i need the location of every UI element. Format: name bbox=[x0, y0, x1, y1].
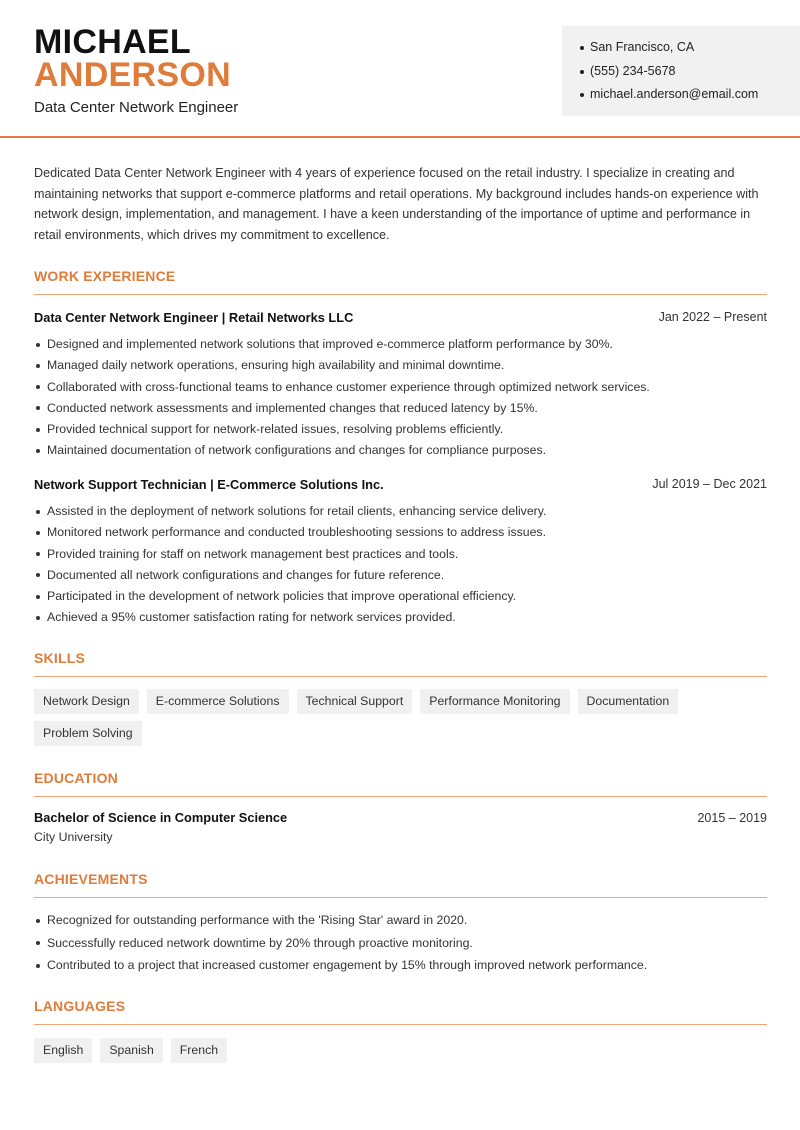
list-item: Assisted in the deployment of network solutions for retail clients, enhancing service delivery. bbox=[34, 503, 767, 524]
job-entry-2 bbox=[34, 477, 767, 631]
job-dates-1: Jan 2022 – Present bbox=[658, 310, 767, 324]
skill-tag: Technical Support bbox=[297, 689, 413, 714]
contact-list bbox=[580, 39, 758, 110]
work-experience-divider bbox=[34, 294, 767, 295]
language-tag: Spanish bbox=[100, 1038, 162, 1063]
languages-divider bbox=[34, 1024, 767, 1025]
language-tag: English bbox=[34, 1038, 92, 1063]
job-title-2: Network Support Technician | E-Commerce Solutions Inc. bbox=[34, 477, 384, 492]
contact-email[interactable]: michael.anderson@email.com bbox=[580, 86, 758, 110]
list-item: Designed and implemented network solutions that improved e-commerce platform performance by 30%. bbox=[34, 336, 767, 357]
list-item: Managed daily network operations, ensuring high availability and minimal downtime. bbox=[34, 357, 767, 378]
list-item: Achieved a 95% customer satisfaction rating for network services provided. bbox=[34, 609, 767, 630]
list-item: Provided training for staff on network management best practices and tools. bbox=[34, 546, 767, 567]
list-item: Monitored network performance and conducted troubleshooting sessions to address issues. bbox=[34, 524, 767, 545]
job-title-1: Data Center Network Engineer | Retail Networks LLC bbox=[34, 310, 354, 325]
list-item: Provided technical support for network-related issues, resolving problems efficiently. bbox=[34, 421, 767, 442]
education-heading: EDUCATION bbox=[34, 770, 118, 786]
first-name: MICHAEL bbox=[34, 23, 191, 61]
education-school: City University bbox=[34, 830, 113, 844]
list-item: Conducted network assessments and implemented changes that reduced latency by 15%. bbox=[34, 400, 767, 421]
education-divider bbox=[34, 796, 767, 797]
job-title: Data Center Network Engineer bbox=[34, 99, 239, 116]
languages-tags bbox=[34, 1038, 767, 1063]
skills-divider bbox=[34, 676, 767, 677]
contact-box bbox=[562, 26, 800, 116]
achievements-block bbox=[34, 904, 767, 980]
contact-location: San Francisco, CA bbox=[580, 39, 758, 63]
list-item: Documented all network configurations and changes for future reference. bbox=[34, 567, 767, 588]
resume-header bbox=[0, 0, 800, 138]
work-experience-heading: WORK EXPERIENCE bbox=[34, 268, 176, 284]
last-name: ANDERSON bbox=[34, 56, 231, 94]
language-tag: French bbox=[171, 1038, 227, 1063]
achievements-heading: ACHIEVEMENTS bbox=[34, 871, 148, 887]
skill-tag: Network Design bbox=[34, 689, 139, 714]
education-entry bbox=[34, 810, 767, 844]
list-item: Participated in the development of network policies that improve operational efficiency. bbox=[34, 588, 767, 609]
achievements-divider bbox=[34, 897, 767, 898]
list-item: Collaborated with cross-functional teams to enhance customer experience through optimized network services. bbox=[34, 379, 767, 400]
job-entry-1 bbox=[34, 310, 767, 464]
skill-tag: E-commerce Solutions bbox=[147, 689, 289, 714]
list-item: Maintained documentation of network configurations and changes for compliance purposes. bbox=[34, 442, 767, 463]
education-degree: Bachelor of Science in Computer Science bbox=[34, 810, 288, 825]
skill-tag: Problem Solving bbox=[34, 721, 142, 746]
languages-heading: LANGUAGES bbox=[34, 998, 126, 1014]
job-bullets-2 bbox=[34, 503, 767, 631]
skill-tag: Documentation bbox=[578, 689, 679, 714]
skills-heading: SKILLS bbox=[34, 650, 85, 666]
contact-phone: (555) 234-5678 bbox=[580, 63, 758, 87]
education-dates: 2015 – 2019 bbox=[697, 811, 767, 825]
list-item: Recognized for outstanding performance with the 'Rising Star' award in 2020. bbox=[34, 912, 767, 935]
list-item: Contributed to a project that increased customer engagement by 15% through improved network performance. bbox=[34, 957, 767, 980]
job-dates-2: Jul 2019 – Dec 2021 bbox=[652, 477, 767, 491]
achievements-list bbox=[34, 912, 767, 980]
skills-tags bbox=[34, 689, 767, 746]
professional-summary: Dedicated Data Center Network Engineer with 4 years of experience focused on the retail industry. I specialize in creating and maintaining networks that support e-commerce platforms and retail operations. My background includes hands-on experience with network design, implementation, and management. I have a keen understanding of the importance of uptime and performance in retail environments, which drives my commitment to excellence. bbox=[34, 166, 759, 243]
skill-tag: Performance Monitoring bbox=[420, 689, 569, 714]
list-item: Successfully reduced network downtime by 20% through proactive monitoring. bbox=[34, 935, 767, 958]
job-bullets-1 bbox=[34, 336, 767, 464]
